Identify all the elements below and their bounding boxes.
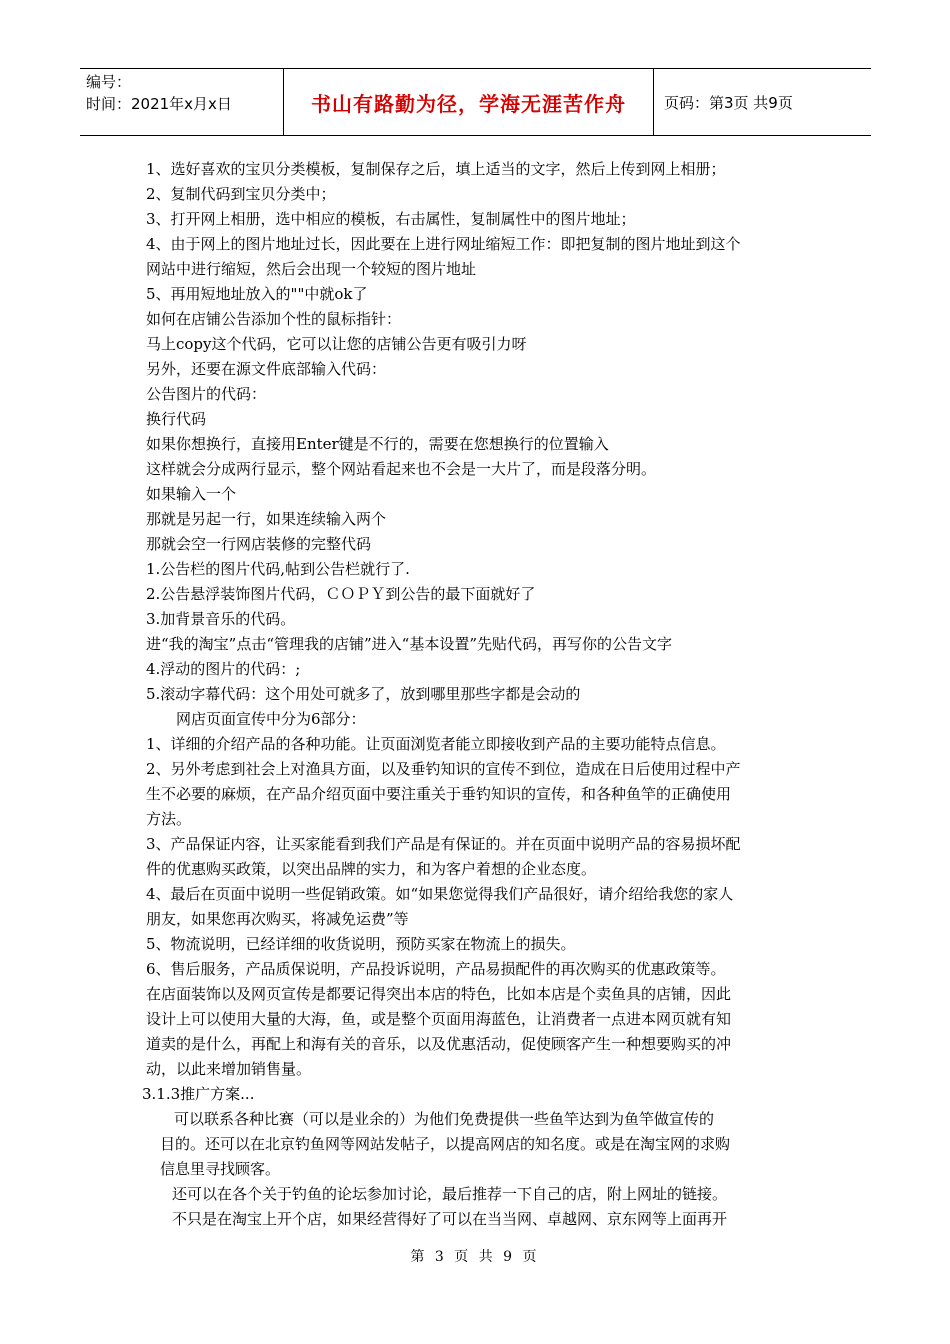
body-line: 6、售后服务，产品质保说明，产品投诉说明，产品易损配件的再次购买的优惠政策等。 bbox=[146, 960, 726, 978]
body-line: 换行代码 bbox=[146, 410, 207, 428]
body-line: 1、选好喜欢的宝贝分类模板，复制保存之后，填上适当的文字，然后上传到网上相册； bbox=[146, 160, 726, 178]
document-date: 时间：2021年x月x日 bbox=[86, 95, 232, 113]
page-footer: 第 3 页 共 9 页 bbox=[410, 1249, 540, 1265]
body-line: 4.浮动的图片的代码：; bbox=[146, 660, 301, 678]
body-line: 可以联系各种比赛（可以是业余的）为他们免费提供一些鱼竿达到为鱼竿做宣传的 bbox=[174, 1110, 715, 1128]
body-line: 那就是另起一行，如果连续输入两个 bbox=[146, 510, 387, 528]
body-line: 那就会空一行网店装修的完整代码 bbox=[146, 535, 372, 553]
body-line: 如何在店铺公告添加个性的鼠标指针： bbox=[146, 310, 402, 328]
body-line: 5.滚动字幕代码：这个用处可就多了，放到哪里那些字都是会动的 bbox=[146, 685, 581, 703]
body-line: 2、另外考虑到社会上对渔具方面，以及垂钓知识的宣传不到位，造成在日后使用过程中产 bbox=[146, 760, 741, 778]
body-line: 方法。 bbox=[146, 810, 192, 828]
body-line: 动，以此来增加销售量。 bbox=[146, 1060, 312, 1078]
section-heading: 网店页面宣传中分为6部分： bbox=[176, 710, 366, 728]
body-line: 这样就会分成两行显示，整个网站看起来也不会是一大片了，而是段落分明。 bbox=[146, 460, 657, 478]
body-line: 公告图片的代码： bbox=[146, 385, 267, 403]
body-line: 马上copy这个代码，它可以让您的店铺公告更有吸引力呀 bbox=[146, 335, 527, 353]
body-line: 3.加背景音乐的代码。 bbox=[146, 610, 296, 628]
body-line: 网站中进行缩短，然后会出现一个较短的图片地址 bbox=[146, 260, 477, 278]
body-line: 不只是在淘宝上开个店，如果经营得好了可以在当当网、卓越网、京东网等上面再开 bbox=[172, 1210, 728, 1228]
page-header bbox=[80, 68, 871, 136]
body-line: 2.公告悬浮装饰图片代码，ＣＯＰＹ到公告的最下面就好了 bbox=[146, 585, 536, 603]
body-line: 件的优惠购买政策，以突出品牌的实力，和为客户着想的企业态度。 bbox=[146, 860, 597, 878]
body-line: 5、物流说明，已经详细的收货说明，预防买家在物流上的损失。 bbox=[146, 935, 576, 953]
body-line: 信息里寻找顾客。 bbox=[160, 1160, 281, 1178]
body-line: 另外，还要在源文件底部输入代码： bbox=[146, 360, 387, 378]
body-line: 4、最后在页面中说明一些促销政策。如“如果您觉得我们产品很好，请介绍给我您的家人 bbox=[146, 885, 734, 903]
document-code-label: 编号： bbox=[86, 73, 132, 91]
body-line: 1.公告栏的图片代码,帖到公告栏就行了. bbox=[146, 560, 410, 578]
body-line: 在店面装饰以及网页宣传是都要记得突出本店的特色，比如本店是个卖鱼具的店铺，因此 bbox=[146, 985, 732, 1003]
body-line: 如果输入一个 bbox=[146, 485, 237, 503]
body-line: 4、由于网上的图片地址过长，因此要在上进行网址缩短工作：即把复制的图片地址到这个 bbox=[146, 235, 741, 253]
body-line: 还可以在各个关于钓鱼的论坛参加讨论，最后推荐一下自己的店，附上网址的链接。 bbox=[172, 1185, 728, 1203]
body-line: 2、复制代码到宝贝分类中； bbox=[146, 185, 336, 203]
body-line: 目的。还可以在北京钓鱼网等网站发帖子，以提高网店的知名度。或是在淘宝网的求购 bbox=[160, 1135, 731, 1153]
section-heading: 3.1.3推广方案... bbox=[142, 1085, 255, 1103]
header-motto: 书山有路勤为径，学海无涯苦作舟 bbox=[284, 69, 654, 135]
body-line: 设计上可以使用大量的大海，鱼，或是整个页面用海蓝色，让消费者一点进本网页就有知 bbox=[146, 1010, 732, 1028]
body-line: 5、再用短地址放入的""中就ok了 bbox=[146, 285, 368, 303]
body-line: 生不必要的麻烦，在产品介绍页面中要注重关于垂钓知识的宣传，和各种鱼竿的正确使用 bbox=[146, 785, 732, 803]
header-page-info: 页码：第3页 共9页 bbox=[664, 93, 793, 112]
body-line: 3、产品保证内容，让买家能看到我们产品是有保证的。并在页面中说明产品的容易损坏配 bbox=[146, 835, 741, 853]
header-meta bbox=[80, 69, 284, 135]
body-line: 1、详细的介绍产品的各种功能。让页面浏览者能立即接收到产品的主要功能特点信息。 bbox=[146, 735, 726, 753]
document-body bbox=[142, 157, 810, 1232]
body-line: 3、打开网上相册，选中相应的模板，右击属性，复制属性中的图片地址； bbox=[146, 210, 636, 228]
body-line: 道卖的是什么，再配上和海有关的音乐，以及优惠活动，促使顾客产生一种想要购买的冲 bbox=[146, 1035, 732, 1053]
body-line: 如果你想换行，直接用Enter键是不行的，需要在您想换行的位置输入 bbox=[146, 435, 609, 453]
body-line: 朋友，如果您再次购买，将减免运费”等 bbox=[146, 910, 409, 928]
body-line: 进“我的淘宝”点击“管理我的店铺”进入“基本设置”先贴代码，再写你的公告文字 bbox=[146, 635, 673, 653]
